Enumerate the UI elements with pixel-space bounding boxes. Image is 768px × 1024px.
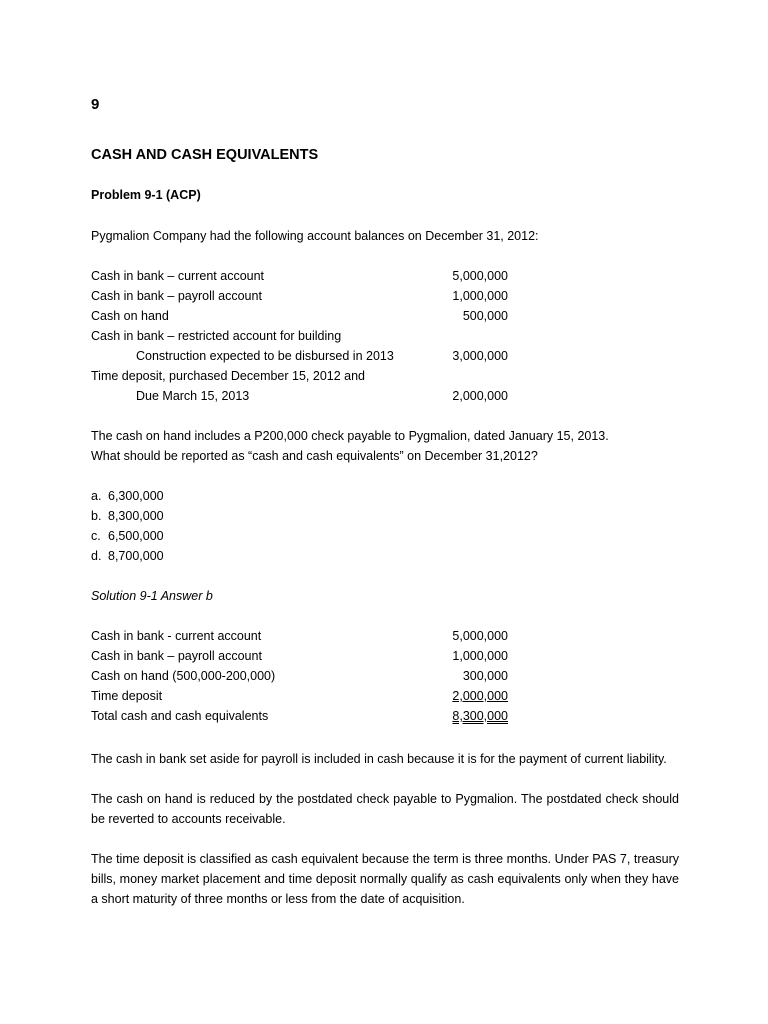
balance-label: Cash in bank – payroll account bbox=[91, 289, 262, 303]
problem-note: The cash on hand includes a P200,000 check payable to Pygmalion, dated January 15, 2013. bbox=[91, 429, 609, 443]
balance-amount: 2,000,000 bbox=[452, 389, 508, 403]
solution-heading: Solution 9-1 Answer b bbox=[91, 589, 213, 603]
chapter-title: CASH AND CASH EQUIVALENTS bbox=[91, 147, 319, 163]
solution-row-label: Cash in bank - current account bbox=[91, 629, 262, 643]
choice-value: 6,300,000 bbox=[108, 489, 164, 503]
choice-value: 8,700,000 bbox=[108, 549, 164, 563]
balance-label: Construction expected to be disbursed in 2013 bbox=[136, 349, 394, 363]
balance-amount: 1,000,000 bbox=[452, 289, 508, 303]
solution-row-amount: 2,000,000 bbox=[452, 689, 508, 703]
choice-letter: b. bbox=[91, 509, 102, 523]
chapter-number: 9 bbox=[91, 96, 100, 113]
solution-row-label: Cash in bank – payroll account bbox=[91, 649, 262, 663]
solution-total-amount: 8,300,000 bbox=[452, 709, 508, 723]
solution-paragraph: The cash in bank set aside for payroll is included in cash because it is for the payment of current liability. bbox=[91, 752, 667, 766]
balance-amount: 5,000,000 bbox=[452, 269, 508, 283]
choice-letter: a. bbox=[91, 489, 102, 503]
problem-question: What should be reported as “cash and cash equivalents” on December 31,2012? bbox=[91, 449, 538, 463]
choice-value: 8,300,000 bbox=[108, 509, 164, 523]
balance-amount: 500,000 bbox=[462, 309, 508, 323]
solution-row-amount-wrap bbox=[388, 689, 508, 703]
solution-paragraph: The cash on hand is reduced by the postdated check payable to Pygmalion. The postdated check should be reverted to accounts receivable. bbox=[91, 792, 679, 826]
solution-total-amount-wrap bbox=[388, 709, 508, 723]
balance-label: Cash on hand bbox=[91, 309, 169, 323]
balance-label: Time deposit, purchased December 15, 2012 and bbox=[91, 369, 366, 383]
balance-label: Due March 15, 2013 bbox=[136, 389, 250, 403]
solution-row-amount: 1,000,000 bbox=[452, 649, 508, 663]
choice-letter: d. bbox=[91, 549, 102, 563]
solution-row-amount: 5,000,000 bbox=[452, 629, 508, 643]
problem-intro: Pygmalion Company had the following account balances on December 31, 2012: bbox=[91, 229, 539, 243]
solution-paragraph: The time deposit is classified as cash equivalent because the term is three months. Under PAS 7, treasury bills, money market placement and time deposit normally qualify as cash equivalents only when they have a short maturity of three months or less from the date of acquisition. bbox=[91, 852, 679, 906]
solution-row-label: Time deposit bbox=[91, 689, 163, 703]
choice-value: 6,500,000 bbox=[108, 529, 164, 543]
solution-row-label: Cash on hand (500,000-200,000) bbox=[91, 669, 276, 683]
balance-label: Cash in bank – restricted account for building bbox=[91, 329, 342, 343]
solution-row-amount: 300,000 bbox=[462, 669, 508, 683]
problem-heading: Problem 9-1 (ACP) bbox=[91, 188, 201, 202]
balance-amount: 3,000,000 bbox=[452, 349, 508, 363]
choice-letter: c. bbox=[91, 529, 101, 543]
balance-label: Cash in bank – current account bbox=[91, 269, 265, 283]
solution-total-label: Total cash and cash equivalents bbox=[91, 709, 269, 723]
